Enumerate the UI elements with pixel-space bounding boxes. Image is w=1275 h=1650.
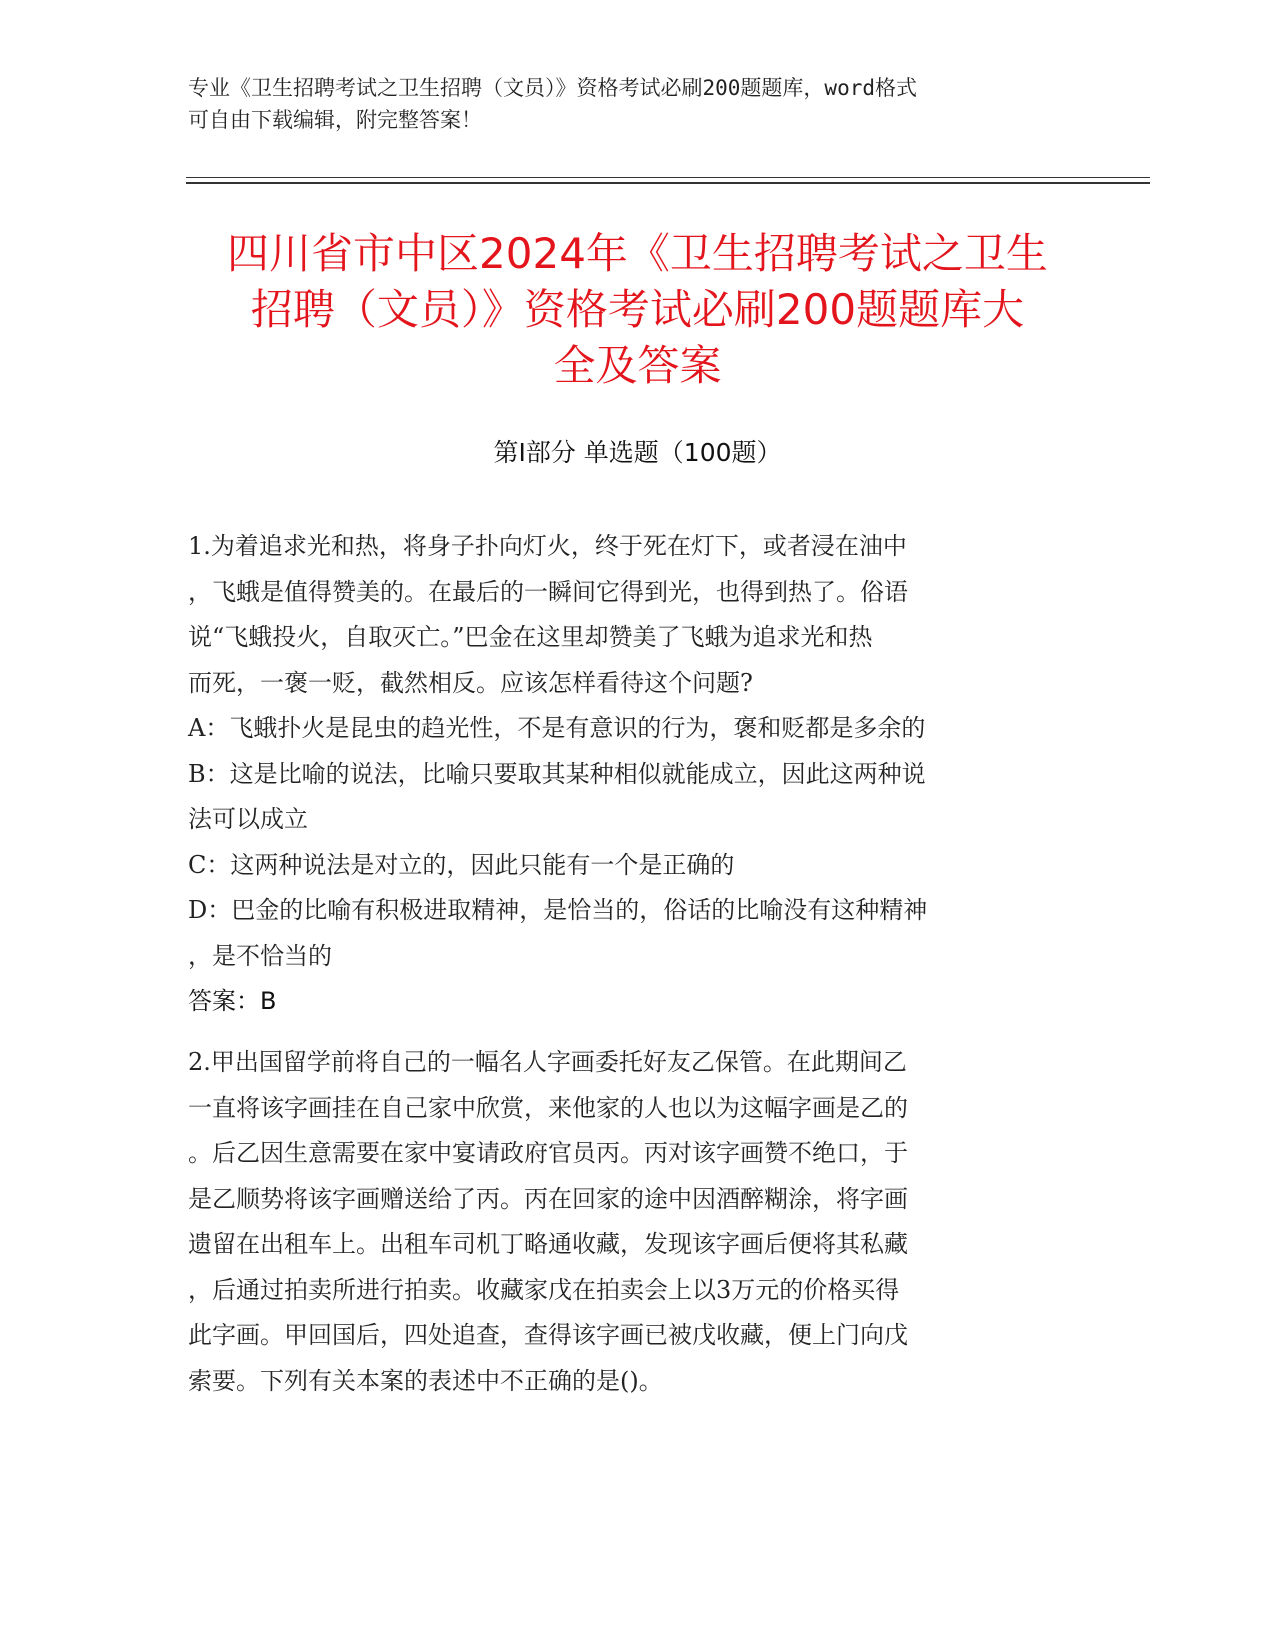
option-line: ，是不恰当的 [188, 941, 332, 970]
header-divider-thin [186, 177, 1150, 178]
question-1 [188, 524, 1088, 1025]
question-stem-line: 说“飞蛾投火，自取灭亡。”巴金在这里却赞美了飞蛾为追求光和热 [188, 623, 873, 651]
header-note-line: 专业《卫生招聘考试之卫生招聘（文员）》资格考试必刷200题题库，word格式 [188, 76, 917, 100]
question-stem-line: 索要。下列有关本案的表述中不正确的是()。 [188, 1366, 663, 1395]
question-2 [188, 1040, 1088, 1404]
header-note-line: 可自由下载编辑，附完整答案！ [188, 108, 482, 132]
option-line: B：这是比喻的说法，比喻只要取其某种相似就能成立，因此这两种说 [188, 759, 926, 788]
question-stem-line: 而死，一褒一贬，截然相反。应该怎样看待这个问题? [188, 668, 753, 697]
question-stem-line: ，飞蛾是值得赞美的。在最后的一瞬间它得到光，也得到热了。俗语 [188, 577, 908, 606]
document-title [150, 226, 1125, 394]
title-line: 全及答案 [553, 341, 722, 390]
option-line: A：飞蛾扑火是昆虫的趋光性，不是有意识的行为，褒和贬都是多余的 [188, 714, 926, 742]
question-stem-line: 此字画。甲回国后，四处追查，查得该字画已被戊收藏，便上门向戊 [188, 1321, 908, 1349]
option-line: 法可以成立 [188, 805, 308, 833]
question-stem-line: 一直将该字画挂在自己家中欣赏，来他家的人也以为这幅字画是乙的 [188, 1093, 908, 1122]
title-line: 四川省市中区2024年《卫生招聘考试之卫生 [227, 229, 1048, 278]
question-stem-line: 是乙顺势将该字画赠送给了丙。丙在回家的途中因酒醉糊涂，将字画 [188, 1184, 908, 1213]
question-stem-line: 2.甲出国留学前将自己的一幅名人字画委托好友乙保管。在此期间乙 [188, 1048, 907, 1076]
question-stem-line: 1.为着追求光和热，将身子扑向灯火，终于死在灯下，或者浸在油中 [188, 532, 907, 560]
question-stem-line: ，后通过拍卖所进行拍卖。收藏家戊在拍卖会上以3万元的价格买得 [188, 1275, 900, 1304]
section-heading: 第Ⅰ部分 单选题（100题） [493, 438, 782, 467]
header-divider-thick [186, 182, 1150, 184]
header-note [188, 72, 1068, 136]
question-stem-line: 遗留在出租车上。出租车司机丁略通收藏，发现该字画后便将其私藏 [188, 1230, 908, 1258]
title-line: 招聘（文员）》资格考试必刷200题题库大 [250, 285, 1025, 334]
option-line: C：这两种说法是对立的，因此只能有一个是正确的 [188, 850, 735, 879]
option-line: D：巴金的比喻有积极进取精神，是恰当的，俗话的比喻没有这种精神 [188, 896, 928, 924]
question-stem-line: 。后乙因生意需要在家中宴请政府官员丙。丙对该字画赞不绝口，于 [188, 1139, 908, 1167]
answer-line: 答案：B [188, 987, 277, 1015]
